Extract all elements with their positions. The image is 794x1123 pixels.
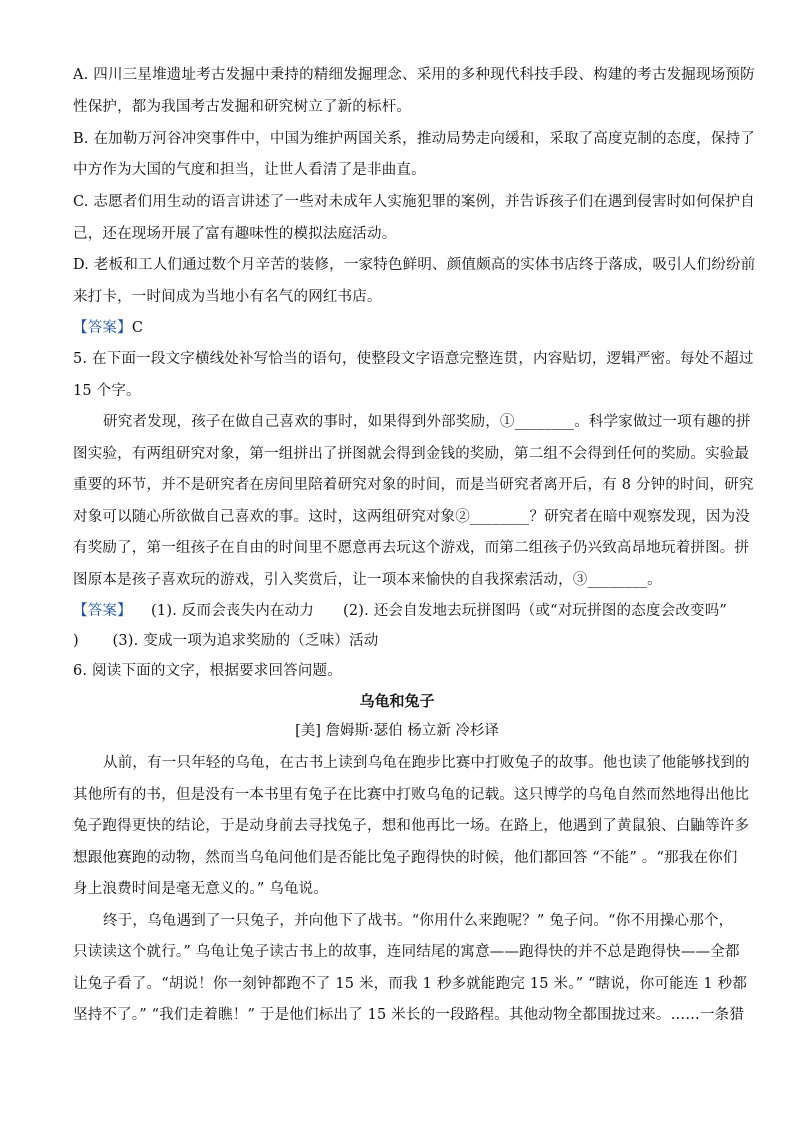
q5-para-line2: 图实验，有两组研究对象，第一组拼出了拼图就会得到金钱的奖励，第二组不会得到任何的奖励。实验最 [73, 446, 750, 462]
q4-option-a-line1: A. 四川三星堆遗址考古发掘中秉持的精细发掘理念、采用的多种现代科技手段、构建的考古发掘现场预防 [73, 67, 755, 83]
story-p1-line5: 身上浪费时间是毫无意义的。” 乌龟说。 [73, 881, 329, 897]
story-p1-line1: 从前，有一只年轻的乌龟，在古书上读到乌龟在跑步比赛中打败兔子的故事。他也读了他能够找到的 [103, 755, 750, 771]
story-byline: [美] 詹姆斯·瑟伯 杨立新 冷杉译 [295, 723, 499, 739]
q5-prompt-line1: 5. 在下面一段文字横线处补写恰当的语句，使整段文字语意完整连贯，内容贴切，逻辑严密。每处不超过 [73, 351, 754, 367]
story-title: 乌龟和兔子 [359, 692, 435, 710]
answer-value: C [131, 320, 144, 336]
q4-option-b-line2: 中方作为大国的气度和担当，让世人看清了是非曲直。 [73, 162, 426, 178]
q4-option-b-line1: B. 在加勒万河谷冲突事件中，中国为维护两国关系，推动局势走向缓和，采取了高度克制的态度，保持了 [73, 131, 755, 147]
q4-option-c-line1: C. 志愿者们用生动的语言讲述了一些对未成年人实施犯罪的案例，并告诉孩子们在遇到侵害时如何保护自 [73, 194, 755, 210]
answer-text: (1). 反而会丧失内在动力 (2). 还会自发地去玩拼图吗（或“对玩拼图的态度会改变吗” [131, 603, 728, 619]
story-p2-line2: 只读读这个就行。” 乌龟让兔子读古书上的故事，连同结尾的寓意——跑得快的并不总是跑得快——全都 [73, 944, 740, 960]
story-p1-line4: 想跟他赛跑的动物，然而当乌龟问他们是否能比兔子跑得快的时候，他们都回答 “不能” 。“那我在你们 [73, 850, 738, 866]
story-p1-line2: 其他所有的书，但是没有一本书里有兔子在比赛中打败乌龟的记载。这只博学的乌龟自然而然地得出他比 [73, 787, 750, 803]
q5-answer-line1 [73, 602, 733, 620]
q5-prompt-line2: 15 个字。 [73, 383, 141, 399]
story-p2-line1: 终于，乌龟遇到了一只兔子，并向他下了战书。“你用什么来跑呢？” 兔子问。“你不用操心那个， [103, 913, 734, 929]
q5-para-line3: 重要的环节，并不是研究者在房间里陪着研究对象的时间，而是当研究者离开后，有 8 分钟的时间，研究 [73, 477, 754, 493]
q4-answer [73, 319, 733, 337]
q5-answer-line2: ) (3). 变成一项为追求奖励的（乏味）活动 [73, 633, 379, 649]
story-p1-line3: 兔子跑得更快的结论，于是动身前去寻找兔子，想和他再比一场。在路上，他遇到了黄鼠狼、白鼬等许多 [73, 818, 750, 834]
q5-para-line1: 研究者发现，孩子在做自己喜欢的事时，如果得到外部奖励，①________。科学家做过一项有趣的拼 [103, 414, 751, 430]
q5-para-line5: 有奖励了，第一组孩子在自由的时间里不愿意再去玩这个游戏，而第二组孩子仍兴致高昂地玩着拼图。拼 [73, 540, 750, 556]
q4-option-c-line2: 己，还在现场开展了富有趣味性的模拟法庭活动。 [73, 226, 397, 242]
q4-option-d-line1: D. 老板和工人们通过数个月辛苦的装修，一家特色鲜明、颜值颇高的实体书店终于落成，吸引人们纷纷前 [73, 257, 756, 273]
q5-para-line4: 对象可以随心所欲做自己喜欢的事。这时，这两组研究对象②________？研究者在暗中观察发现，因为没 [73, 509, 750, 525]
answer-tag: 【答案】 [73, 320, 132, 336]
story-p2-line4: 坚持不了。” “我们走着瞧！” 于是他们标出了 15 米长的一段路程。其他动物全都围拢过来。……一条猎 [73, 1007, 745, 1023]
story-p2-line3: 让兔子看了。“胡说！你一刻钟都跑不了 15 米，而我 1 秒多就能跑完 15 米。” “瞎说，你可能连 1 秒都 [73, 976, 748, 992]
q6-prompt: 6. 阅读下面的文字，根据要求回答问题。 [73, 663, 342, 679]
q4-option-a-line2: 性保护，都为我国考古发掘和研究树立了新的标杆。 [73, 99, 412, 115]
answer-tag: 【答案】 [73, 603, 132, 619]
q5-para-line6: 图原本是孩子喜欢玩的游戏，引入奖赏后，让一项本来愉快的自我探索活动，③________。 [73, 572, 662, 588]
q4-option-d-line2: 来打卡，一时间成为当地小有名气的网红书店。 [73, 289, 382, 305]
